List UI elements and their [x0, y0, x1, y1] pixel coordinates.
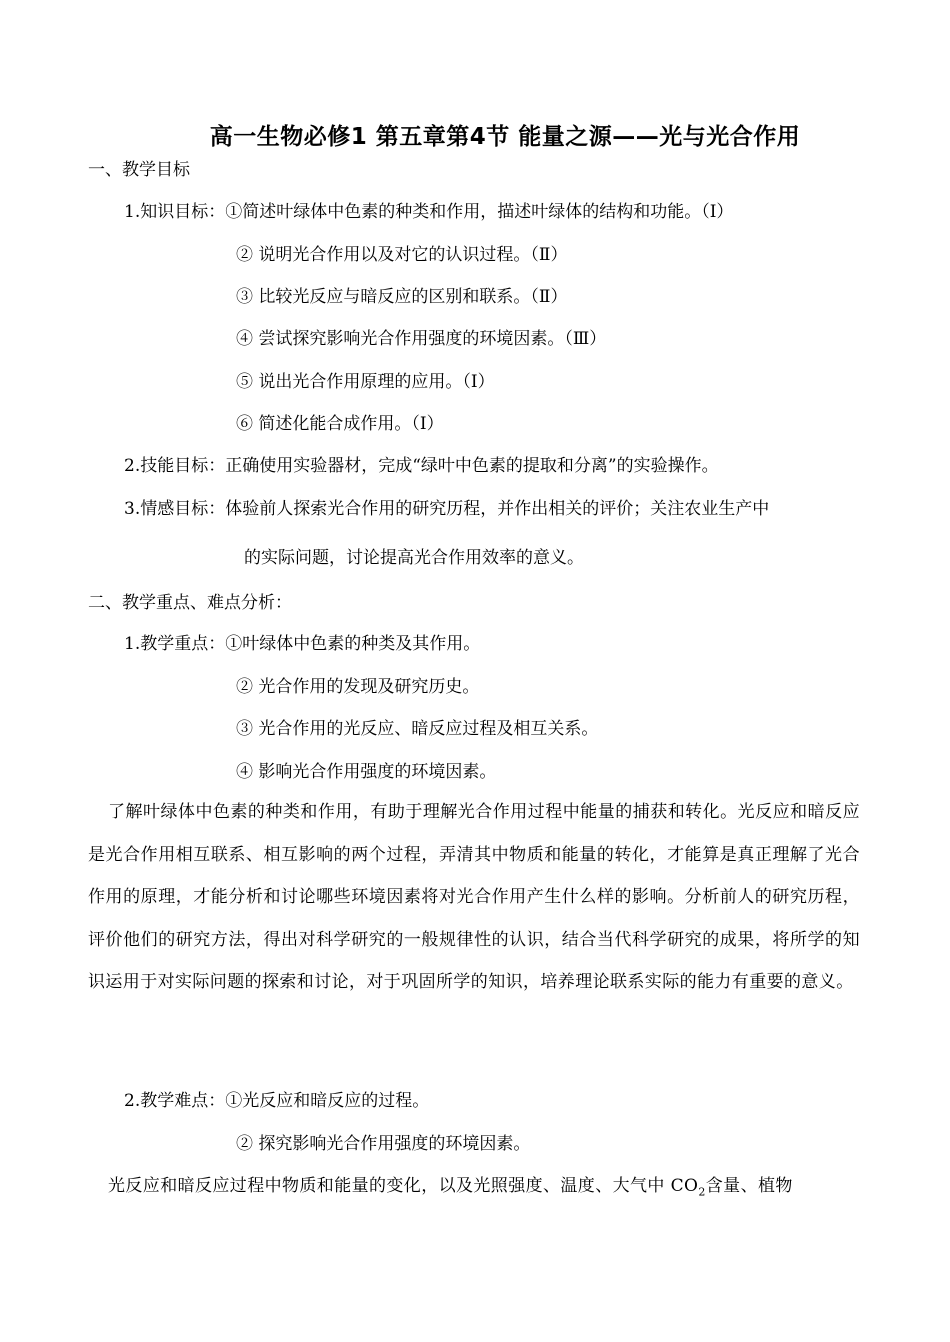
explanation-text-after: 含量、植物: [705, 1176, 793, 1196]
knowledge-objective-6: ⑥ 简述化能合成作用。（Ⅰ）: [236, 414, 444, 434]
explanation-text-before: 光反应和暗反应过程中物质和能量的变化，以及光照强度、温度、大气中 CO: [108, 1176, 699, 1196]
difficult-point-1: 2.教学难点：①光反应和暗反应的过程。: [124, 1091, 430, 1111]
emotion-objective-line1: 3.情感目标：体验前人探索光合作用的研究历程，并作出相关的评价；关注农业生产中: [124, 499, 770, 519]
skill-objective: 2.技能目标：正确使用实验器材，完成“绿叶中色素的提取和分离”的实验操作。: [124, 456, 719, 476]
knowledge-objective-1: 1.知识目标：①简述叶绿体中色素的种类和作用，描述叶绿体的结构和功能。（Ⅰ）: [124, 202, 734, 222]
knowledge-objective-2: ② 说明光合作用以及对它的认识过程。（Ⅱ）: [236, 245, 568, 265]
knowledge-objective-4: ④ 尝试探究影响光合作用强度的环境因素。（Ⅲ）: [236, 329, 607, 349]
key-point-explanation: 了解叶绿体中色素的种类和作用，有助于理解光合作用过程中能量的捕获和转化。光反应和暗反应是光合作用相互联系、相互影响的两个过程，弄清其中物质和能量的转化，才能算是真正理解了光合作用的原理，才能分析和讨论哪些环境因素将对光合作用产生什么样的影响。分析前人的研究历程，评价他们的研究方法，得出对科学研究的一般规律性的认识，结合当代科学研究的成果，将所学的知识运用于对实际问题的探索和讨论，对于巩固所学的知识，培养理论联系实际的能力有重要的意义。: [88, 802, 860, 992]
knowledge-objective-3: ③ 比较光反应与暗反应的区别和联系。（Ⅱ）: [236, 287, 568, 307]
difficult-point-2: ② 探究影响光合作用强度的环境因素。: [236, 1134, 531, 1154]
subscript-2: 2: [698, 1185, 706, 1199]
document-title: 高一生物必修1 第五章第4节 能量之源——光与光合作用: [209, 124, 801, 150]
section-heading-objectives: 一、教学目标: [88, 160, 190, 180]
emotion-objective-line2: 的实际问题，讨论提高光合作用效率的意义。: [244, 548, 584, 568]
key-point-1: 1.教学重点：①叶绿体中色素的种类及其作用。: [124, 634, 481, 654]
knowledge-objective-5: ⑤ 说出光合作用原理的应用。（Ⅰ）: [236, 372, 495, 392]
difficult-point-explanation: [88, 1174, 860, 1204]
key-point-3: ③ 光合作用的光反应、暗反应过程及相互关系。: [236, 719, 599, 739]
key-point-4: ④ 影响光合作用强度的环境因素。: [236, 762, 497, 782]
section-heading-key-points: 二、教学重点、难点分析：: [88, 593, 292, 613]
key-point-2: ② 光合作用的发现及研究历史。: [236, 677, 480, 697]
